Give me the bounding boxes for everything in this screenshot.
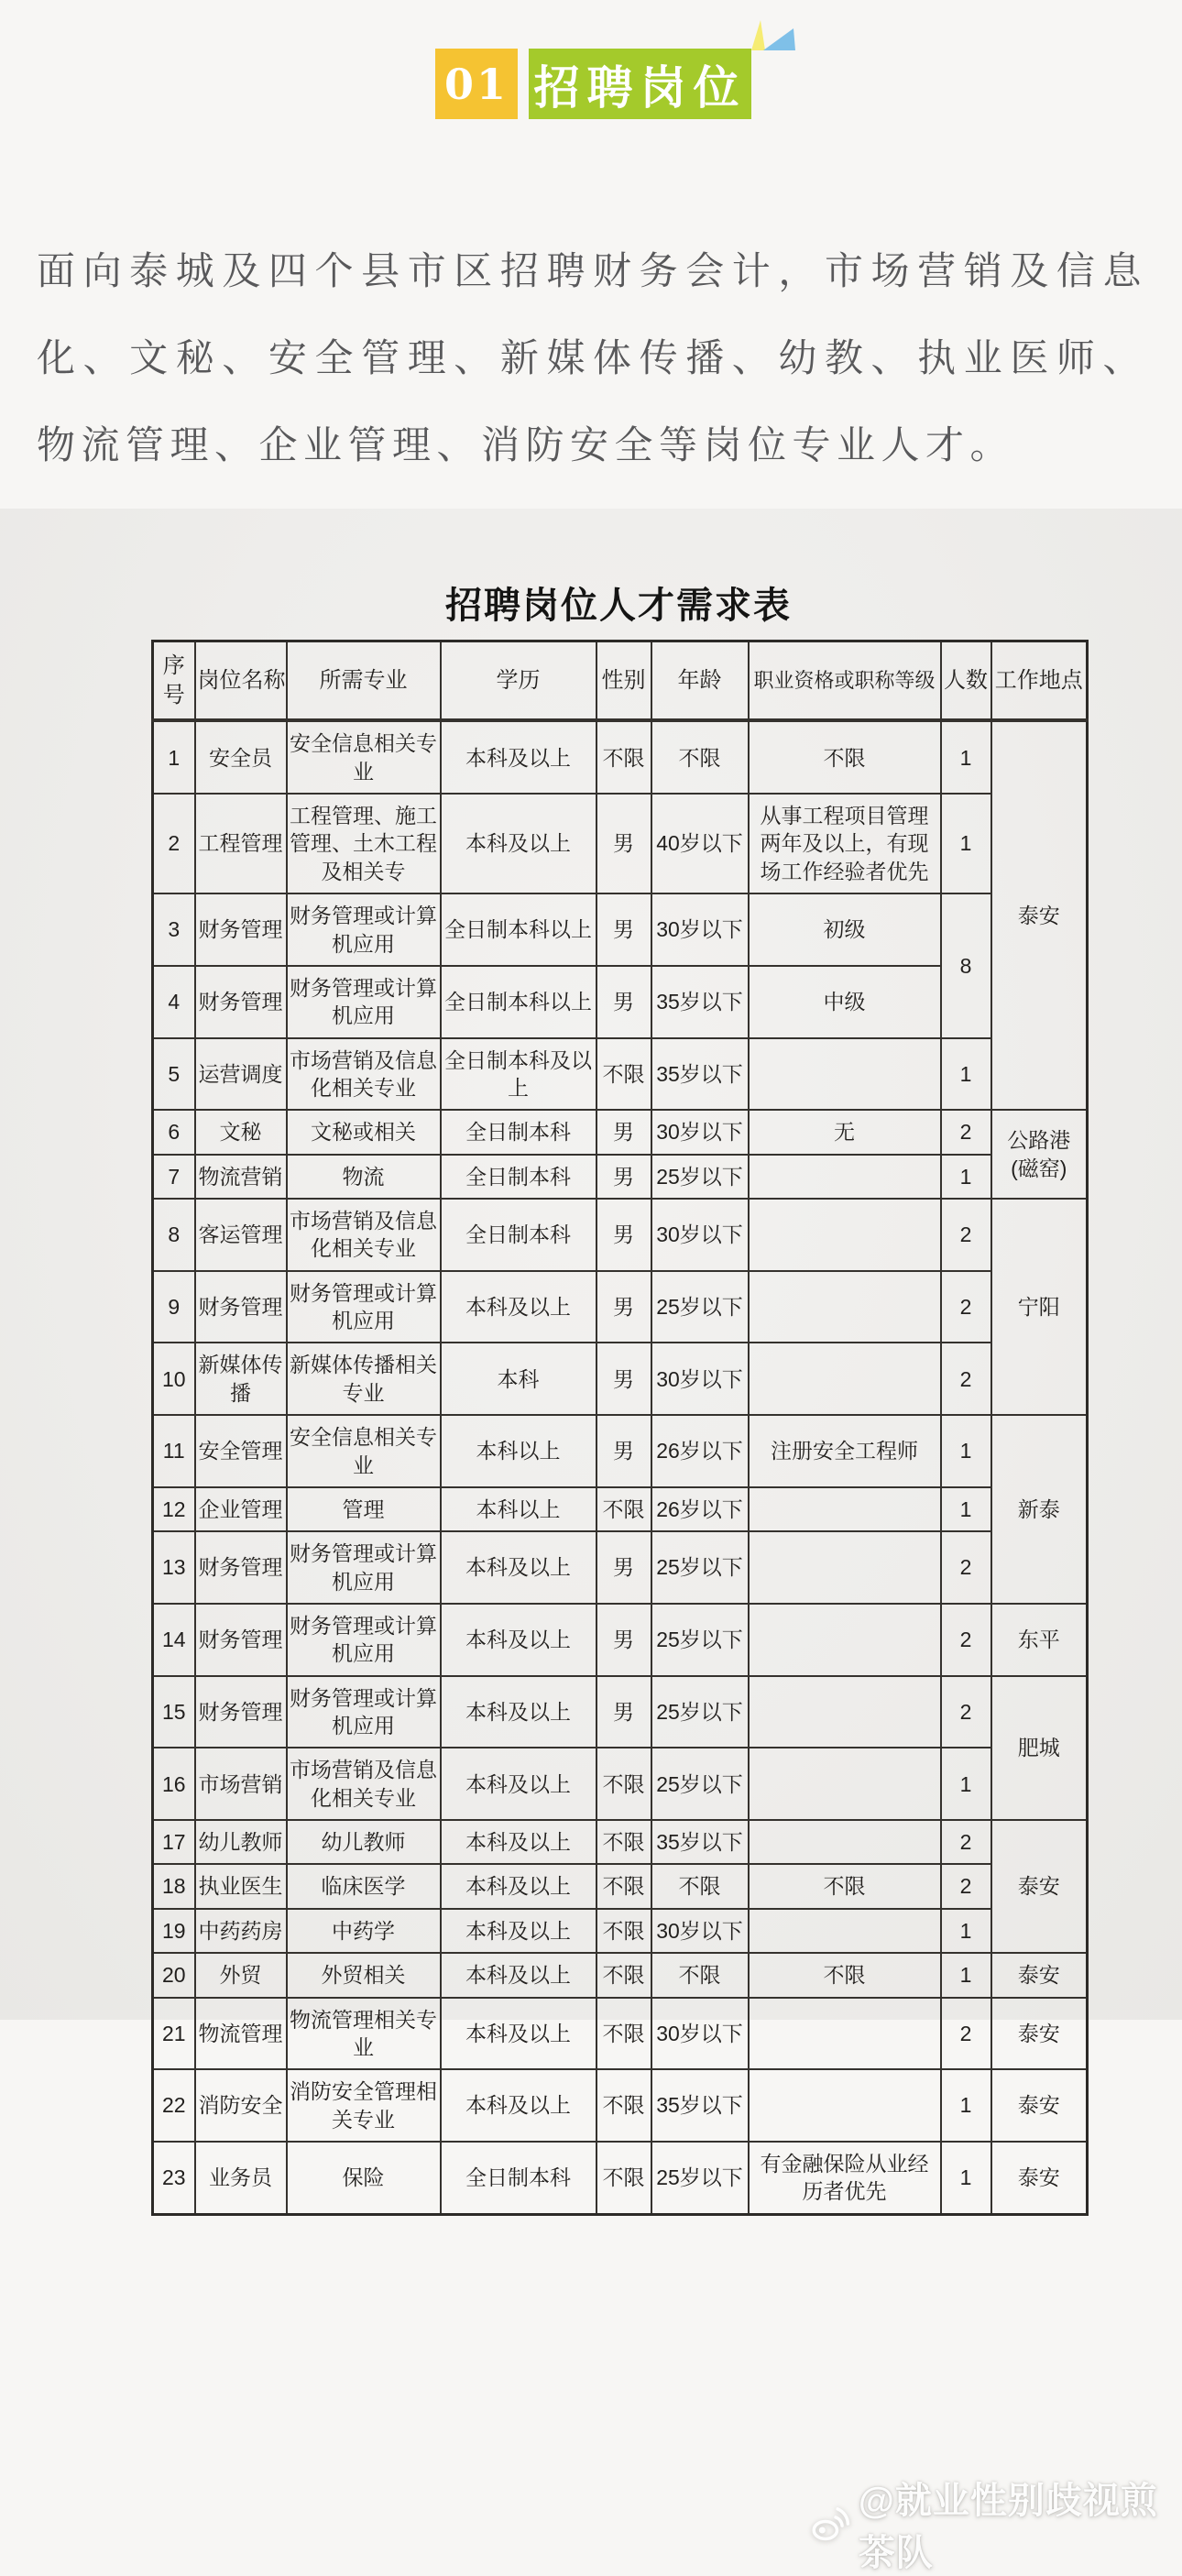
cell-major: 管理 bbox=[287, 1487, 441, 1531]
cell-gender: 不限 bbox=[596, 2142, 651, 2214]
cell-major: 消防安全管理相关专业 bbox=[287, 2069, 441, 2142]
section-number-badge: 01 bbox=[435, 49, 518, 119]
cell-count: 2 bbox=[941, 1271, 991, 1343]
cell-gender: 不限 bbox=[596, 1864, 651, 1908]
cell-position: 文秘 bbox=[195, 1110, 287, 1154]
cell-age: 30岁以下 bbox=[651, 893, 749, 966]
cell-gender: 男 bbox=[596, 1271, 651, 1343]
cell-count: 2 bbox=[941, 1110, 991, 1154]
cell-qualification bbox=[749, 2069, 941, 2142]
cell-position: 新媒体传播 bbox=[195, 1343, 287, 1415]
cell-gender: 男 bbox=[596, 966, 651, 1038]
cell-age: 35岁以下 bbox=[651, 2069, 749, 2142]
cell-education: 全日制本科以上 bbox=[441, 893, 596, 966]
intro-paragraph: 面向泰城及四个县市区招聘财务会计，市场营销及信息化、文秘、安全管理、新媒体传播、幼教、执业医师、物流管理、企业管理、消防安全等岗位专业人才。 bbox=[37, 249, 1147, 466]
scanned-table-photo bbox=[0, 509, 1182, 2573]
cell-age: 35岁以下 bbox=[651, 1820, 749, 1864]
section-title-badge: 招聘岗位 bbox=[529, 49, 751, 119]
cell-qualification: 无 bbox=[749, 1110, 941, 1154]
cell-location: 泰安 bbox=[991, 2069, 1088, 2142]
cell-position: 业务员 bbox=[195, 2142, 287, 2214]
cell-position: 安全员 bbox=[195, 720, 287, 794]
table-row bbox=[153, 1676, 1088, 1748]
cell-count: 1 bbox=[941, 1909, 991, 1953]
cell-count: 1 bbox=[941, 794, 991, 893]
cell-gender: 不限 bbox=[596, 1998, 651, 2070]
cell-count: 1 bbox=[941, 1953, 991, 1997]
cell-no: 10 bbox=[153, 1343, 195, 1415]
table-row bbox=[153, 1487, 1088, 1531]
cell-gender: 不限 bbox=[596, 1909, 651, 1953]
cell-gender: 男 bbox=[596, 1604, 651, 1676]
cell-major: 物流管理相关专业 bbox=[287, 1998, 441, 2070]
cell-count: 2 bbox=[941, 1676, 991, 1748]
cell-qualification bbox=[749, 1343, 941, 1415]
cell-major: 保险 bbox=[287, 2142, 441, 2214]
cell-count: 2 bbox=[941, 1199, 991, 1271]
cell-education: 本科及以上 bbox=[441, 1864, 596, 1908]
cell-major: 市场营销及信息化相关专业 bbox=[287, 1199, 441, 1271]
cell-location: 泰安 bbox=[991, 1820, 1088, 1953]
cell-no: 12 bbox=[153, 1487, 195, 1531]
cell-location: 泰安 bbox=[991, 1953, 1088, 1997]
cell-position: 工程管理 bbox=[195, 794, 287, 893]
cell-count: 2 bbox=[941, 1820, 991, 1864]
table-row bbox=[153, 1864, 1088, 1908]
header-major: 所需专业 bbox=[287, 641, 441, 721]
cell-count: 2 bbox=[941, 1343, 991, 1415]
cell-no: 3 bbox=[153, 893, 195, 966]
cell-major: 工程管理、施工管理、土木工程及相关专 bbox=[287, 794, 441, 893]
cell-gender: 男 bbox=[596, 1676, 651, 1748]
cell-count: 1 bbox=[941, 2069, 991, 2142]
header-count: 人数 bbox=[941, 641, 991, 721]
cell-education: 全日制本科 bbox=[441, 2142, 596, 2214]
table-row bbox=[153, 893, 1088, 966]
cell-major: 财务管理或计算机应用 bbox=[287, 1604, 441, 1676]
table-title: 招聘岗位人才需求表 bbox=[445, 586, 792, 626]
cell-age: 30岁以下 bbox=[651, 1909, 749, 1953]
cell-qualification bbox=[749, 1909, 941, 1953]
cell-age: 26岁以下 bbox=[651, 1487, 749, 1531]
cell-major: 中药学 bbox=[287, 1909, 441, 1953]
cell-major: 物流 bbox=[287, 1155, 441, 1199]
cell-no: 20 bbox=[153, 1953, 195, 1997]
cell-location: 肥城 bbox=[991, 1676, 1088, 1820]
cell-gender: 不限 bbox=[596, 1748, 651, 1820]
cell-position: 市场营销 bbox=[195, 1748, 287, 1820]
weibo-icon bbox=[810, 2503, 851, 2545]
cell-major: 财务管理或计算机应用 bbox=[287, 1676, 441, 1748]
cell-qualification: 注册安全工程师 bbox=[749, 1415, 941, 1487]
cell-position: 物流管理 bbox=[195, 1998, 287, 2070]
cell-education: 本科及以上 bbox=[441, 1531, 596, 1604]
cell-age: 26岁以下 bbox=[651, 1415, 749, 1487]
table-row bbox=[153, 1998, 1088, 2070]
table-row bbox=[153, 1110, 1088, 1154]
cell-position: 幼儿教师 bbox=[195, 1820, 287, 1864]
cell-position: 财务管理 bbox=[195, 1531, 287, 1604]
cell-position: 执业医生 bbox=[195, 1864, 287, 1908]
cell-position: 安全管理 bbox=[195, 1415, 287, 1487]
cell-no: 15 bbox=[153, 1676, 195, 1748]
cell-education: 本科及以上 bbox=[441, 1953, 596, 1997]
cell-location: 宁阳 bbox=[991, 1199, 1088, 1415]
table-row bbox=[153, 2069, 1088, 2142]
cell-education: 本科及以上 bbox=[441, 720, 596, 794]
table-row bbox=[153, 1748, 1088, 1820]
cell-education: 本科以上 bbox=[441, 1415, 596, 1487]
cell-no: 4 bbox=[153, 966, 195, 1038]
header-age: 年龄 bbox=[651, 641, 749, 721]
cell-count: 2 bbox=[941, 1531, 991, 1604]
job-requirements-table bbox=[151, 640, 1089, 2216]
cell-education: 全日制本科及以上 bbox=[441, 1038, 596, 1111]
header-position: 岗位名称 bbox=[195, 641, 287, 721]
cell-no: 17 bbox=[153, 1820, 195, 1864]
cell-qualification bbox=[749, 1998, 941, 2070]
cell-qualification bbox=[749, 1604, 941, 1676]
header-gender: 性别 bbox=[596, 641, 651, 721]
cell-major: 新媒体传播相关专业 bbox=[287, 1343, 441, 1415]
table-row bbox=[153, 1343, 1088, 1415]
cell-qualification: 有金融保险从业经历者优先 bbox=[749, 2142, 941, 2214]
cell-major: 财务管理或计算机应用 bbox=[287, 966, 441, 1038]
cell-no: 11 bbox=[153, 1415, 195, 1487]
cell-age: 25岁以下 bbox=[651, 1604, 749, 1676]
cell-count: 1 bbox=[941, 720, 991, 794]
cell-no: 16 bbox=[153, 1748, 195, 1820]
cell-education: 本科及以上 bbox=[441, 1604, 596, 1676]
cell-gender: 不限 bbox=[596, 720, 651, 794]
cell-position: 财务管理 bbox=[195, 1676, 287, 1748]
cell-age: 不限 bbox=[651, 1953, 749, 1997]
cell-no: 1 bbox=[153, 720, 195, 794]
cell-gender: 不限 bbox=[596, 1487, 651, 1531]
table-row bbox=[153, 1953, 1088, 1997]
cell-position: 中药药房 bbox=[195, 1909, 287, 1953]
cell-count: 2 bbox=[941, 1998, 991, 2070]
table-row bbox=[153, 794, 1088, 893]
cell-no: 21 bbox=[153, 1998, 195, 2070]
cell-age: 25岁以下 bbox=[651, 1531, 749, 1604]
cell-age: 25岁以下 bbox=[651, 1271, 749, 1343]
triangle-flag-icon bbox=[744, 18, 795, 51]
cell-major: 外贸相关 bbox=[287, 1953, 441, 1997]
cell-age: 30岁以下 bbox=[651, 1998, 749, 2070]
cell-education: 本科及以上 bbox=[441, 1748, 596, 1820]
cell-age: 25岁以下 bbox=[651, 1748, 749, 1820]
cell-qualification bbox=[749, 1038, 941, 1111]
cell-position: 企业管理 bbox=[195, 1487, 287, 1531]
cell-age: 25岁以下 bbox=[651, 2142, 749, 2214]
cell-count: 1 bbox=[941, 1487, 991, 1531]
cell-age: 不限 bbox=[651, 1864, 749, 1908]
cell-count: 8 bbox=[941, 893, 991, 1037]
cell-location: 泰安 bbox=[991, 2142, 1088, 2214]
cell-qualification bbox=[749, 1487, 941, 1531]
cell-location: 公路港 (磁窑) bbox=[991, 1110, 1088, 1199]
table-row bbox=[153, 1531, 1088, 1604]
cell-location: 泰安 bbox=[991, 720, 1088, 1110]
cell-qualification: 不限 bbox=[749, 720, 941, 794]
cell-major: 财务管理或计算机应用 bbox=[287, 1531, 441, 1604]
cell-education: 全日制本科以上 bbox=[441, 966, 596, 1038]
cell-qualification: 从事工程项目管理两年及以上，有现场工作经验者优先 bbox=[749, 794, 941, 893]
cell-qualification bbox=[749, 1531, 941, 1604]
cell-major: 文秘或相关 bbox=[287, 1110, 441, 1154]
table-row bbox=[153, 1604, 1088, 1676]
cell-position: 消防安全 bbox=[195, 2069, 287, 2142]
cell-position: 外贸 bbox=[195, 1953, 287, 1997]
cell-location: 东平 bbox=[991, 1604, 1088, 1676]
cell-gender: 不限 bbox=[596, 1820, 651, 1864]
cell-age: 30岁以下 bbox=[651, 1199, 749, 1271]
table-row bbox=[153, 2142, 1088, 2214]
cell-age: 25岁以下 bbox=[651, 1676, 749, 1748]
cell-major: 市场营销及信息化相关专业 bbox=[287, 1748, 441, 1820]
cell-education: 全日制本科 bbox=[441, 1155, 596, 1199]
cell-education: 本科及以上 bbox=[441, 2069, 596, 2142]
cell-gender: 男 bbox=[596, 1110, 651, 1154]
cell-major: 市场营销及信息化相关专业 bbox=[287, 1038, 441, 1111]
table-row bbox=[153, 1909, 1088, 1953]
cell-qualification: 初级 bbox=[749, 893, 941, 966]
cell-gender: 男 bbox=[596, 1155, 651, 1199]
cell-major: 安全信息相关专业 bbox=[287, 1415, 441, 1487]
watermark-text: @就业性别歧视煎茶队 bbox=[858, 2481, 1158, 2573]
cell-age: 25岁以下 bbox=[651, 1155, 749, 1199]
cell-gender: 男 bbox=[596, 893, 651, 966]
table-header-row bbox=[153, 641, 1088, 721]
header-education: 学历 bbox=[441, 641, 596, 721]
cell-qualification: 不限 bbox=[749, 1864, 941, 1908]
cell-position: 物流营销 bbox=[195, 1155, 287, 1199]
cell-education: 本科以上 bbox=[441, 1487, 596, 1531]
cell-no: 8 bbox=[153, 1199, 195, 1271]
table-row bbox=[153, 720, 1088, 794]
cell-qualification: 不限 bbox=[749, 1953, 941, 1997]
cell-education: 本科及以上 bbox=[441, 794, 596, 893]
table-row bbox=[153, 1199, 1088, 1271]
cell-qualification bbox=[749, 1155, 941, 1199]
cell-position: 财务管理 bbox=[195, 1604, 287, 1676]
cell-count: 2 bbox=[941, 1864, 991, 1908]
cell-education: 全日制本科 bbox=[441, 1110, 596, 1154]
table-row bbox=[153, 1038, 1088, 1111]
header-no: 序号 bbox=[153, 641, 195, 721]
cell-no: 5 bbox=[153, 1038, 195, 1111]
cell-no: 9 bbox=[153, 1271, 195, 1343]
cell-major: 安全信息相关专业 bbox=[287, 720, 441, 794]
cell-qualification bbox=[749, 1820, 941, 1864]
table-row bbox=[153, 1271, 1088, 1343]
header-qualification: 职业资格或职称等级 bbox=[749, 641, 941, 721]
watermark bbox=[810, 2472, 1182, 2576]
cell-qualification bbox=[749, 1676, 941, 1748]
cell-no: 13 bbox=[153, 1531, 195, 1604]
table-row bbox=[153, 1415, 1088, 1487]
cell-qualification bbox=[749, 1748, 941, 1820]
cell-education: 本科及以上 bbox=[441, 1820, 596, 1864]
cell-location: 新泰 bbox=[991, 1415, 1088, 1604]
cell-education: 本科 bbox=[441, 1343, 596, 1415]
cell-no: 6 bbox=[153, 1110, 195, 1154]
cell-position: 财务管理 bbox=[195, 1271, 287, 1343]
header-location: 工作地点 bbox=[991, 641, 1088, 721]
cell-no: 7 bbox=[153, 1155, 195, 1199]
cell-gender: 男 bbox=[596, 1199, 651, 1271]
cell-gender: 男 bbox=[596, 1343, 651, 1415]
cell-education: 本科及以上 bbox=[441, 1676, 596, 1748]
cell-education: 本科及以上 bbox=[441, 1998, 596, 2070]
cell-position: 运营调度 bbox=[195, 1038, 287, 1111]
cell-major: 临床医学 bbox=[287, 1864, 441, 1908]
cell-education: 本科及以上 bbox=[441, 1909, 596, 1953]
cell-no: 23 bbox=[153, 2142, 195, 2214]
cell-position: 财务管理 bbox=[195, 893, 287, 966]
cell-gender: 男 bbox=[596, 794, 651, 893]
cell-no: 14 bbox=[153, 1604, 195, 1676]
cell-major: 财务管理或计算机应用 bbox=[287, 1271, 441, 1343]
cell-no: 22 bbox=[153, 2069, 195, 2142]
cell-gender: 不限 bbox=[596, 1953, 651, 1997]
cell-major: 财务管理或计算机应用 bbox=[287, 893, 441, 966]
cell-position: 财务管理 bbox=[195, 966, 287, 1038]
cell-major: 幼儿教师 bbox=[287, 1820, 441, 1864]
cell-gender: 不限 bbox=[596, 1038, 651, 1111]
cell-qualification bbox=[749, 1271, 941, 1343]
cell-gender: 不限 bbox=[596, 2069, 651, 2142]
cell-qualification bbox=[749, 1199, 941, 1271]
cell-no: 2 bbox=[153, 794, 195, 893]
cell-no: 18 bbox=[153, 1864, 195, 1908]
cell-position: 客运管理 bbox=[195, 1199, 287, 1271]
cell-count: 1 bbox=[941, 1748, 991, 1820]
cell-gender: 男 bbox=[596, 1531, 651, 1604]
cell-gender: 男 bbox=[596, 1415, 651, 1487]
cell-count: 1 bbox=[941, 1038, 991, 1111]
cell-no: 19 bbox=[153, 1909, 195, 1953]
cell-count: 1 bbox=[941, 2142, 991, 2214]
cell-age: 30岁以下 bbox=[651, 1343, 749, 1415]
table-row bbox=[153, 1820, 1088, 1864]
cell-age: 30岁以下 bbox=[651, 1110, 749, 1154]
table-row bbox=[153, 1155, 1088, 1199]
cell-age: 35岁以下 bbox=[651, 966, 749, 1038]
cell-count: 1 bbox=[941, 1155, 991, 1199]
cell-age: 不限 bbox=[651, 720, 749, 794]
cell-location: 泰安 bbox=[991, 1998, 1088, 2070]
cell-education: 全日制本科 bbox=[441, 1199, 596, 1271]
cell-count: 2 bbox=[941, 1604, 991, 1676]
cell-age: 40岁以下 bbox=[651, 794, 749, 893]
cell-count: 1 bbox=[941, 1415, 991, 1487]
cell-age: 35岁以下 bbox=[651, 1038, 749, 1111]
cell-education: 本科及以上 bbox=[441, 1271, 596, 1343]
cell-qualification: 中级 bbox=[749, 966, 941, 1038]
